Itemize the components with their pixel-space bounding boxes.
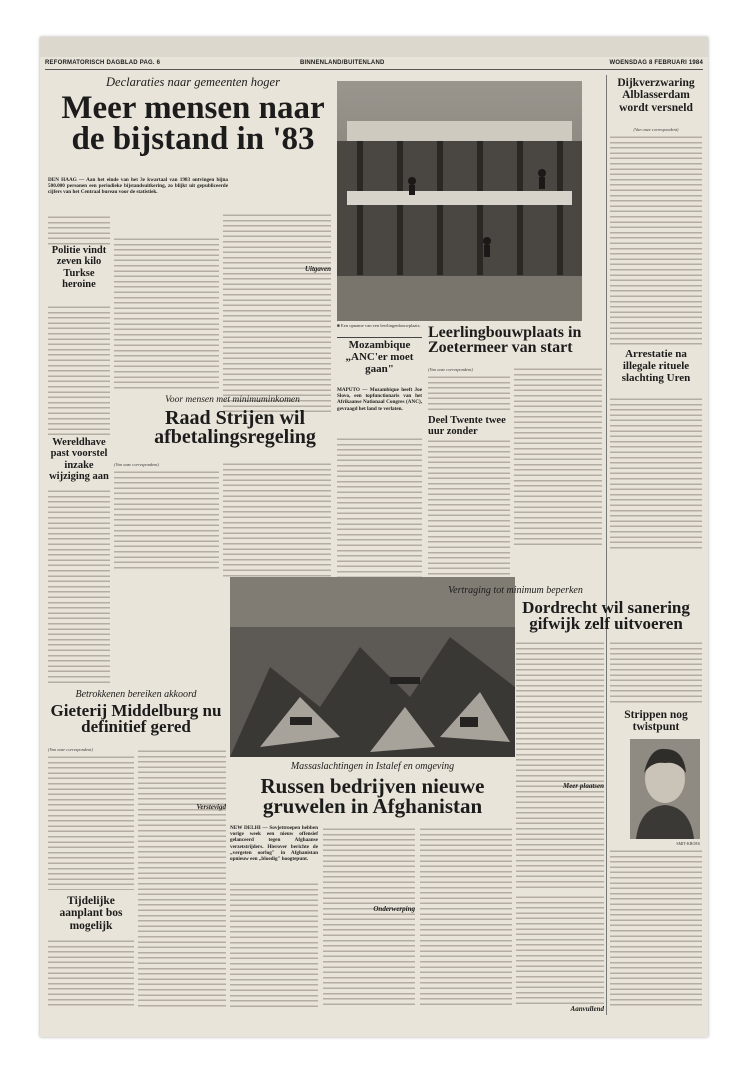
gieterij-subhead: Verstevigd [196, 803, 226, 811]
leerling-headline: Leerlingbouwplaats in Zoetermeer van start [428, 324, 582, 357]
lead-body-col1 [48, 215, 110, 247]
leerling-byline: (Van onze correspondent) [428, 367, 473, 372]
column-rule [606, 75, 607, 1015]
page-header [45, 59, 703, 70]
twente-body [428, 439, 510, 581]
strippen-headline: Strippen nog twistpunt [624, 709, 688, 734]
lead-body-col3 [223, 213, 331, 413]
lead-headline-1: Meer mensen naar [61, 90, 325, 126]
strijen-kicker: Voor mensen met minimuminkomen [165, 395, 300, 405]
leerling-body-col2 [514, 367, 602, 547]
afghan-lead: NEW DELHI — Sovjettroepen hebben vorige week een nieuw offensief gelanceerd tegen Afghaanse verzetstrijders. Hierover berichte de „vergeten oorlog" in Afghanistan opnieuw een „bloedig" hoogtepunt. [230, 825, 318, 863]
gieterij-body-col1 [48, 755, 134, 890]
dordrecht-body-col3 [516, 895, 604, 1005]
newspaper-page [40, 37, 708, 1037]
portrait-photo [630, 739, 700, 839]
section-center: BINNENLAND/BUITENLAND [300, 60, 385, 66]
heroine-body [48, 305, 110, 435]
tijdelijke-headline: Tijdelijke aanplant bos mogelijk [59, 895, 123, 932]
afghan-subhead: Onderwerping [373, 905, 415, 913]
heroine-headline: Politie vindt zeven kilo Turkse heroine [51, 245, 107, 290]
strijen-body-col2 [223, 462, 331, 577]
lead-headline-2: de bijstand in '83 [71, 121, 315, 158]
strijen-byline: (Van onze correspondent) [114, 462, 159, 467]
dordrecht-subhead: Meer plaatsen [562, 782, 604, 790]
afghan-headline-1: Russen bedrijven nieuwe [260, 774, 485, 798]
gieterij-byline: (Van onze correspondent) [48, 747, 93, 752]
dijk-headline: Dijkverzwaring Alblasserdam wordt versneld [617, 77, 695, 114]
portrait-image [630, 739, 700, 839]
rubble-photo-image [230, 577, 515, 757]
rubble-photo [230, 577, 515, 757]
strijen-body-col1 [114, 470, 219, 570]
arrest-headline: Arrestatie na illegale rituele slachting Uren [621, 348, 691, 384]
page-date: WOENSDAG 8 FEBRUARI 1984 [609, 60, 703, 66]
afghan-body-col2 [323, 827, 415, 1007]
arrest-body [610, 397, 702, 552]
dordrecht-subhead-2: Aanvullend [570, 1005, 604, 1013]
mozambique-headline: Mozambique „ANC'er moet gaan" [345, 339, 414, 375]
page-top-margin [40, 37, 708, 57]
dordrecht-body-col2 [610, 641, 702, 706]
afghan-body-col3 [420, 827, 512, 1007]
afghan-kicker: Massaslachtingen in Istalef en omgeving [290, 761, 455, 772]
twente-headline: Deel Twente twee uur zonder [428, 415, 506, 438]
section-left: REFORMATORISCH DAGBLAD PAG. 6 [45, 60, 161, 66]
wereldhave-body [48, 489, 110, 684]
mozambique-lead: MAPUTO — Mozambique heeft Joe Slovo, een topfunctionaris van het Afrikaanse Nationaal Congres (ANC), gevraagd het land te verlaten. [337, 387, 422, 412]
dordrecht-body-col1 [516, 641, 604, 891]
uitgaven-subhead: Uitgaven [304, 265, 331, 273]
dordrecht-headline: Dordrecht wil sanering gifwijk zelf uitvoeren [522, 598, 690, 634]
afghan-body-col1 [230, 882, 318, 1007]
dordrecht-kicker: Vertraging tot minimum beperken [448, 585, 583, 596]
gieterij-kicker: Betrokkenen bereiken akkoord [75, 689, 197, 700]
mozambique-headline-box [337, 337, 422, 386]
dijk-body [610, 135, 702, 345]
afghan-headline-2: gruwelen in Afghanistan [262, 794, 483, 818]
lead-story [48, 75, 338, 235]
lead-kicker: Declaraties naar gemeenten hoger [106, 75, 280, 89]
mozambique-body [337, 437, 422, 582]
wereldhave-headline: Wereldhave past voorstel inzake wijziging aan [49, 437, 109, 482]
portrait-caption: SMIT-KROES [676, 841, 700, 846]
lead-paragraph: DEN HAAG — Aan het einde van het 3e kwartaal van 1983 ontvingen bijna 500.000 personen een periodieke bijstandsuitkering, zo blijkt uit gepubliceerde cijfers van het Centraal bureau voor de statistiek. [48, 177, 228, 196]
strippen-body [610, 849, 702, 1009]
dijk-byline: (Van onze correspondent) [633, 127, 679, 132]
strijen-headline: Raad Strijen wil afbetalingsregeling [154, 407, 316, 448]
construction-photo-image [337, 81, 582, 321]
construction-photo-caption: ■ Een opname van een leerlingenbouwplaats. [337, 323, 421, 328]
gieterij-headline: Gieterij Middelburg nu definitief gered [50, 701, 222, 737]
construction-photo [337, 81, 582, 321]
tijdelijke-body [48, 939, 134, 1009]
lead-body-col2 [114, 237, 219, 392]
gieterij-body-col2 [138, 749, 226, 1009]
leerling-body-col1 [428, 375, 510, 413]
